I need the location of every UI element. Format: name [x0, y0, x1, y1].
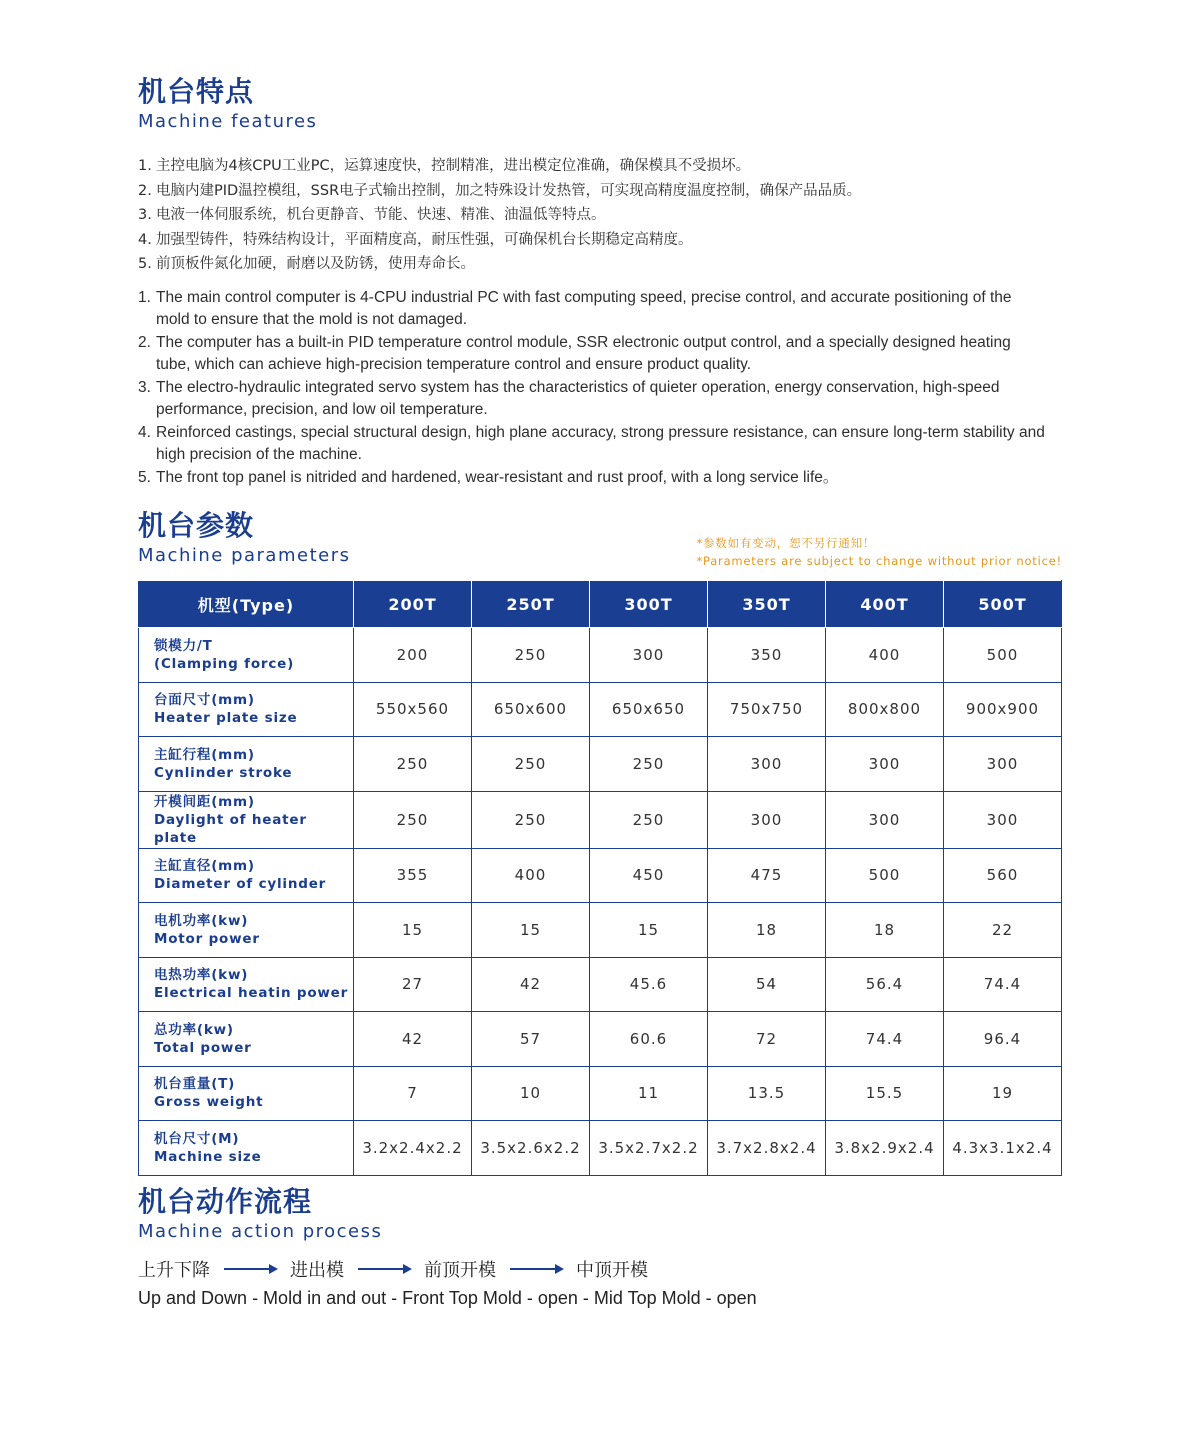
parameters-title-en: Machine parameters	[138, 545, 351, 566]
parameters-title-zh: 机台参数	[138, 509, 255, 542]
table-cell: 350	[708, 628, 826, 683]
process-step: 进出模	[290, 1260, 344, 1281]
table-cell: 900x900	[944, 682, 1062, 737]
table-cell: 3.2x2.4x2.2	[354, 1121, 472, 1176]
table-cell: 650x650	[590, 682, 708, 737]
table-row	[139, 682, 1062, 737]
table-cell: 250	[472, 791, 590, 848]
row-label: 机台尺寸(M) Machine size	[139, 1121, 354, 1176]
table-cell: 250	[354, 737, 472, 792]
row-label: 电机功率(kw) Motor power	[139, 903, 354, 958]
table-row	[139, 1066, 1062, 1121]
table-row	[139, 903, 1062, 958]
table-row	[139, 848, 1062, 903]
table-cell: 250	[590, 791, 708, 848]
table-cell: 400	[826, 628, 944, 683]
process-flow-en: Up and Down - Mold in and out - Front Top Mold - open - Mid Top Mold - open	[138, 1288, 757, 1308]
table-cell: 300	[590, 628, 708, 683]
row-label: 开模间距(mm) Daylight of heater plate	[139, 791, 354, 848]
table-cell: 60.6	[590, 1012, 708, 1067]
table-cell: 250	[354, 791, 472, 848]
table-cell: 74.4	[826, 1012, 944, 1067]
features-title-zh: 机台特点	[138, 75, 255, 108]
table-cell: 15	[354, 903, 472, 958]
table-cell: 11	[590, 1066, 708, 1121]
table-cell: 22	[944, 903, 1062, 958]
row-label: 主缸直径(mm) Diameter of cylinder	[139, 848, 354, 903]
table-cell: 3.5x2.6x2.2	[472, 1121, 590, 1176]
table-cell: 3.5x2.7x2.2	[590, 1121, 708, 1176]
table-cell: 300	[826, 791, 944, 848]
table-cell: 300	[944, 791, 1062, 848]
table-row	[139, 1121, 1062, 1176]
feature-zh-item: 5. 前顶板件氮化加硬，耐磨以及防锈，使用寿命长。	[138, 256, 475, 272]
table-cell: 96.4	[944, 1012, 1062, 1067]
header-cell-200t: 200T	[354, 581, 472, 628]
table-cell: 550x560	[354, 682, 472, 737]
table-cell: 300	[708, 737, 826, 792]
features-section	[138, 74, 1062, 489]
header-cell-300t: 300T	[590, 581, 708, 628]
table-cell: 56.4	[826, 957, 944, 1012]
notice-en: *Parameters are subject to change without prior notice!	[696, 554, 1062, 568]
table-cell: 45.6	[590, 957, 708, 1012]
table-row	[139, 791, 1062, 848]
header-cell-500t: 500T	[944, 581, 1062, 628]
table-cell: 54	[708, 957, 826, 1012]
notice-zh: *参数如有变动，恕不另行通知！	[696, 536, 876, 550]
feature-en-item: 4. Reinforced castings, special structural design, high plane accuracy, strong pressure resistance, can ensure long-term stability and high precision of the machine.	[138, 423, 1045, 463]
table-row	[139, 628, 1062, 683]
parameters-table	[138, 580, 1062, 1176]
table-cell: 300	[708, 791, 826, 848]
table-cell: 4.3x3.1x2.4	[944, 1121, 1062, 1176]
row-label: 锁模力/T (Clamping force)	[139, 628, 354, 683]
features-list-en	[138, 287, 1048, 490]
row-label: 台面尺寸(mm) Heater plate size	[139, 682, 354, 737]
table-cell: 3.7x2.8x2.4	[708, 1121, 826, 1176]
header-cell-type: 机型(Type)	[139, 581, 354, 628]
table-cell: 57	[472, 1012, 590, 1067]
table-cell: 500	[826, 848, 944, 903]
table-cell: 15	[590, 903, 708, 958]
table-cell: 27	[354, 957, 472, 1012]
feature-en-item: 5. The front top panel is nitrided and hardened, wear-resistant and rust proof, with a long service life。	[138, 468, 839, 486]
row-label: 电热功率(kw) Electrical heatin power	[139, 957, 354, 1012]
feature-en-item: 3. The electro-hydraulic integrated servo system has the characteristics of quieter operation, energy conservation, high-speed performance, precision, and low oil temperature.	[138, 378, 1000, 418]
table-cell: 300	[944, 737, 1062, 792]
table-cell: 74.4	[944, 957, 1062, 1012]
table-cell: 300	[826, 737, 944, 792]
header-cell-350t: 350T	[708, 581, 826, 628]
table-cell: 42	[354, 1012, 472, 1067]
row-label: 机台重量(T) Gross weight	[139, 1066, 354, 1121]
feature-zh-item: 1. 主控电脑为4核CPU工业PC，运算速度快，控制精准，进出模定位准确，确保模具不受损坏。	[138, 158, 751, 174]
features-title-en: Machine features	[138, 111, 318, 132]
table-row	[139, 957, 1062, 1012]
table-cell: 450	[590, 848, 708, 903]
table-cell: 500	[944, 628, 1062, 683]
table-cell: 13.5	[708, 1066, 826, 1121]
process-title-en: Machine action process	[138, 1221, 383, 1242]
arrow-right-icon	[358, 1268, 410, 1270]
table-cell: 7	[354, 1066, 472, 1121]
table-cell: 355	[354, 848, 472, 903]
table-row	[139, 737, 1062, 792]
table-cell: 250	[472, 628, 590, 683]
table-cell: 750x750	[708, 682, 826, 737]
process-step: 中顶开模	[576, 1260, 648, 1281]
table-cell: 42	[472, 957, 590, 1012]
feature-zh-item: 2. 电脑内建PID温控模组，SSR电子式输出控制，加之特殊设计发热管，可实现高精度温度控制，确保产品品质。	[138, 182, 862, 199]
table-cell: 250	[472, 737, 590, 792]
table-cell: 560	[944, 848, 1062, 903]
arrow-right-icon	[224, 1268, 276, 1270]
row-label: 总功率(kw) Total power	[139, 1012, 354, 1067]
feature-en-item: 2. The computer has a built-in PID temperature control module, SSR electronic output control, and a specially designed heating tube, which can achieve high-precision temperature control and ensure product quality.	[138, 333, 1011, 373]
table-cell: 200	[354, 628, 472, 683]
process-step: 前顶开模	[424, 1260, 496, 1281]
table-cell: 3.8x2.9x2.4	[826, 1121, 944, 1176]
header-cell-250t: 250T	[472, 581, 590, 628]
table-cell: 400	[472, 848, 590, 903]
table-cell: 650x600	[472, 682, 590, 737]
arrow-right-icon	[510, 1268, 562, 1270]
feature-en-item: 1. The main control computer is 4-CPU industrial PC with fast computing speed, precise control, and accurate positioning of the mold to ensure that the mold is not damaged.	[138, 288, 1012, 328]
table-cell: 10	[472, 1066, 590, 1121]
feature-zh-item: 3. 电液一体伺服系统，机台更静音、节能、快速、精准、油温低等特点。	[138, 207, 606, 223]
feature-zh-item: 4. 加强型铸件，特殊结构设计，平面精度高，耐压性强，可确保机台长期稳定高精度。	[138, 231, 693, 248]
process-flow-zh	[138, 1254, 1062, 1284]
parameters-notice	[696, 534, 1062, 570]
process-section	[138, 1184, 1062, 1309]
header-cell-400t: 400T	[826, 581, 944, 628]
table-cell: 18	[826, 903, 944, 958]
table-cell: 15	[472, 903, 590, 958]
process-step: 上升下降	[138, 1260, 210, 1281]
features-list-zh	[138, 154, 1062, 277]
table-cell: 475	[708, 848, 826, 903]
table-cell: 800x800	[826, 682, 944, 737]
table-row	[139, 1012, 1062, 1067]
table-header-row	[139, 581, 1062, 628]
table-cell: 72	[708, 1012, 826, 1067]
table-cell: 250	[590, 737, 708, 792]
row-label: 主缸行程(mm) Cynlinder stroke	[139, 737, 354, 792]
process-title-zh: 机台动作流程	[138, 1185, 313, 1218]
table-cell: 19	[944, 1066, 1062, 1121]
table-cell: 18	[708, 903, 826, 958]
table-cell: 15.5	[826, 1066, 944, 1121]
